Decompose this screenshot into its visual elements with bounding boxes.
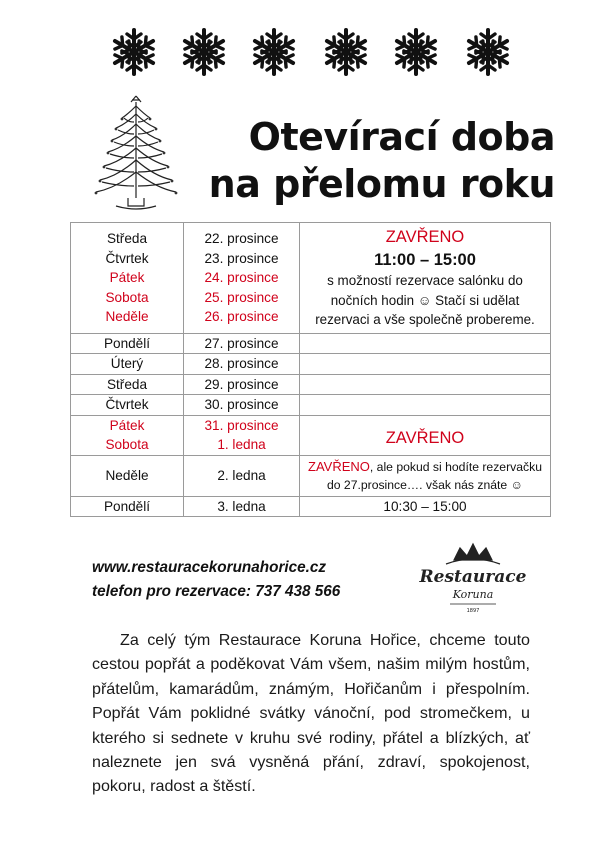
opening-hours-table	[70, 222, 551, 517]
info-cell	[300, 354, 551, 375]
day-label: Pátek	[109, 417, 145, 433]
table-row	[71, 395, 551, 416]
table-row	[71, 354, 551, 375]
snowflake-icon	[462, 26, 514, 78]
note-line: s možností rezervace salónku do	[327, 273, 523, 288]
logo-sub: Koruna	[452, 588, 494, 601]
snowflake-icon	[178, 26, 230, 78]
info-text: , ale pokud si hodíte rezervačku	[369, 459, 542, 474]
closed-label: ZAVŘENO	[385, 228, 465, 246]
greeting-paragraph: Za celý tým Restaurace Koruna Hořice, chceme touto cestou popřát a poděkovat Vám všem, našim milým hostům, přátelům, kamarádům, známým, Hořičanům i přespolním. Popřát Vám poklidné svátky vánoční, pod stromečkem, u kterého si sednete v kruhu své rodiny, přátel a blízkých, ať naleznete jen svá vysněná přání, zdraví, spokojenost, pokoru, radost a štěstí.	[92, 631, 530, 796]
date-label: 1. ledna	[217, 437, 266, 452]
info-cell	[300, 415, 551, 455]
contact-block	[92, 556, 340, 604]
info-cell	[300, 395, 551, 416]
day-label: Středa	[106, 376, 148, 392]
date-label: 2. ledna	[217, 467, 266, 483]
phone-line: telefon pro rezervace: 737 438 566	[92, 583, 341, 600]
day-label: Čtvrtek	[105, 397, 149, 412]
date-label: 22. prosince	[204, 231, 279, 246]
date-label: 29. prosince	[204, 376, 279, 392]
day-label: Pondělí	[103, 335, 151, 351]
restaurant-logo	[410, 538, 536, 616]
day-label: Neděle	[105, 309, 149, 324]
day-label: Sobota	[105, 437, 149, 452]
date-label: 31. prosince	[204, 417, 279, 433]
title-line-2: na přelomu roku	[208, 162, 555, 206]
logo-year: 1897	[466, 608, 480, 614]
info-cell	[300, 374, 551, 395]
date-label: 3. ledna	[217, 498, 266, 514]
title-line-1: Otevírací doba	[248, 115, 555, 159]
website-link[interactable]: www.restauracekorunahorice.cz	[92, 559, 327, 576]
date-label: 25. prosince	[204, 289, 279, 305]
day-cell	[71, 223, 184, 334]
info-line: do 27.prosince…. však nás znáte ☺	[326, 477, 524, 492]
date-label: 30. prosince	[204, 397, 279, 412]
table-row	[71, 374, 551, 395]
table-row	[71, 496, 551, 517]
date-label: 27. prosince	[204, 335, 279, 351]
table-row	[71, 415, 551, 455]
note-line: nočních hodin ☺ Stačí si udělat	[330, 292, 520, 308]
date-label: 23. prosince	[204, 250, 279, 266]
closed-label: ZAVŘENO	[385, 428, 465, 447]
opening-hours: 11:00 – 15:00	[374, 251, 476, 269]
date-label: 24. prosince	[204, 270, 279, 285]
info-cell	[300, 455, 551, 496]
snowflake-icon	[108, 26, 160, 78]
closed-label: ZAVŘENO	[308, 458, 370, 474]
info-cell	[300, 333, 551, 354]
date-label: 26. prosince	[204, 309, 279, 324]
info-cell	[300, 223, 551, 334]
snowflake-icon	[248, 26, 300, 78]
opening-hours: 10:30 – 15:00	[383, 498, 467, 514]
day-label: Středa	[106, 231, 148, 246]
day-label: Neděle	[105, 467, 149, 483]
day-label: Úterý	[110, 356, 144, 371]
logo-name: Restaurace	[419, 567, 527, 587]
page-title	[190, 114, 555, 208]
info-line	[300, 458, 550, 476]
table-row	[71, 333, 551, 354]
table-row	[71, 455, 551, 496]
day-label: Pondělí	[103, 498, 151, 514]
info-cell	[300, 496, 551, 517]
day-label: Pátek	[109, 270, 145, 285]
day-label: Sobota	[105, 289, 149, 305]
table-row	[71, 223, 551, 334]
date-cell	[184, 223, 300, 334]
snowflake-icon	[320, 26, 372, 78]
christmas-tree-icon	[88, 88, 184, 216]
date-label: 28. prosince	[204, 356, 279, 371]
snowflake-row	[108, 26, 512, 86]
snowflake-icon	[390, 26, 442, 78]
day-label: Čtvrtek	[105, 250, 149, 266]
note-line: rezervaci a vše společně probereme.	[315, 312, 535, 327]
